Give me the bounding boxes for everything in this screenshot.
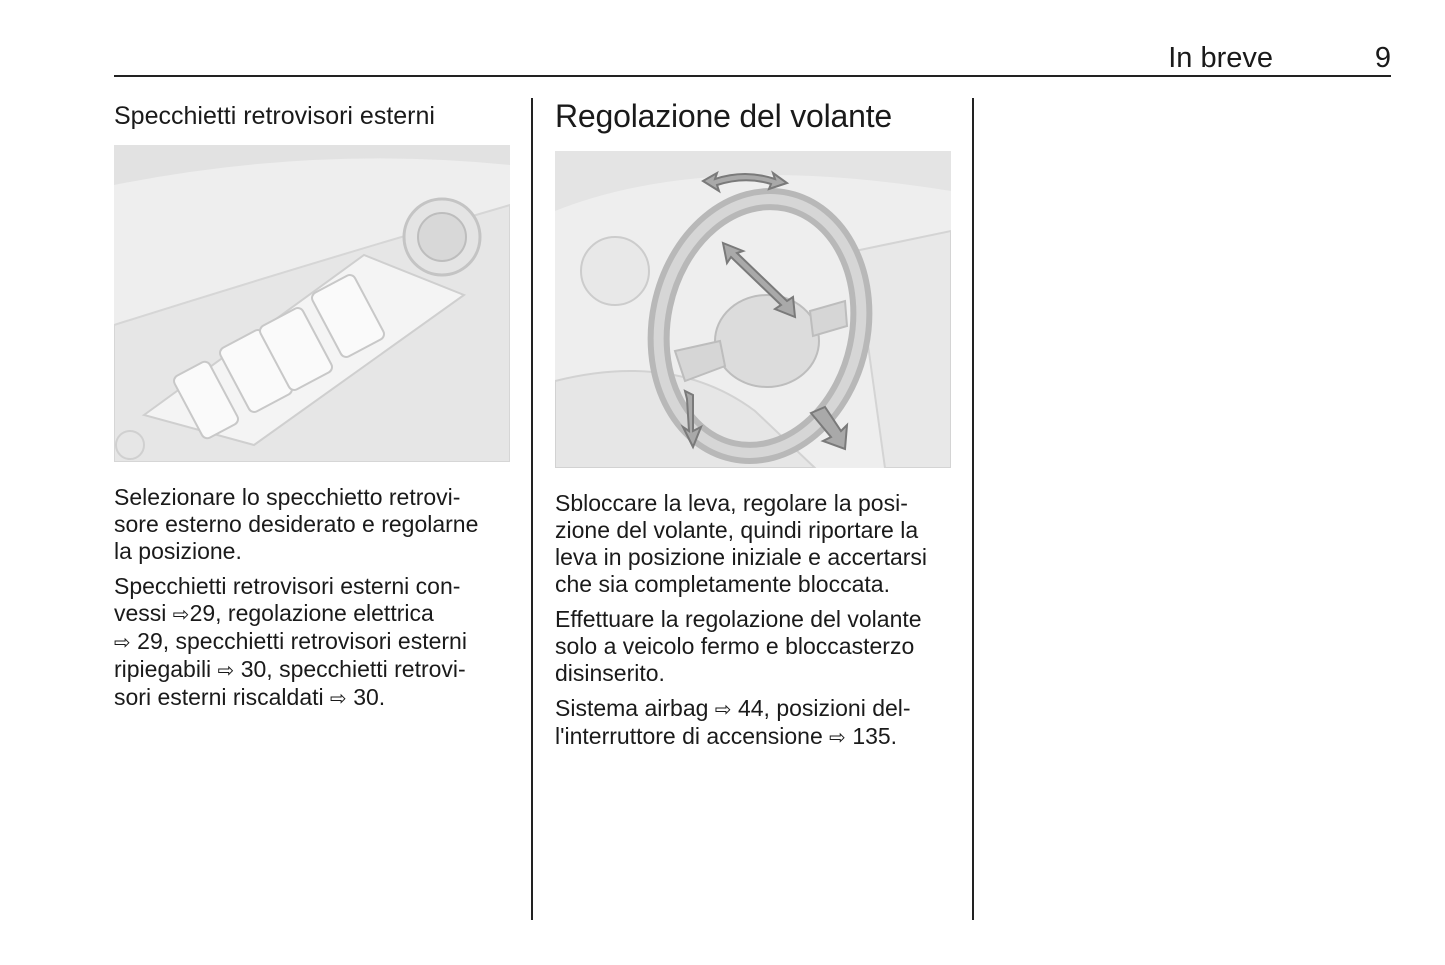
- cross-reference-arrow-icon[interactable]: ⇨: [114, 630, 131, 654]
- mirror-adjust-switch-illustration: [114, 145, 510, 462]
- paragraph: Effettuare la regolazione del volante solo a veicolo fermo e bloccasterzo disinserito.: [555, 606, 922, 686]
- cross-reference-arrow-icon[interactable]: ⇨: [330, 686, 347, 710]
- page-number: 9: [1374, 42, 1391, 74]
- column-divider: [972, 98, 974, 920]
- left-column: [114, 98, 510, 131]
- paragraph: Sistema airbag ⇨ 44, posizioni del- l'interruttore di accensione ⇨ 135.: [555, 695, 911, 749]
- left-body: [114, 484, 510, 720]
- paragraph: Sbloccare la leva, regolare la posi- zione del volante, quindi riportare la leva in posizione iniziale e accertarsi che sia completamente bloccata.: [555, 490, 928, 597]
- paragraph: Specchietti retrovisori esterni con- vessi ⇨29, regolazione elettrica ⇨ 29, specchietti retrovisori esterni ripiegabili ⇨ 30, specchietti retrovi- sori esterni riscaldati ⇨ 30.: [114, 573, 467, 710]
- cross-reference-arrow-icon[interactable]: ⇨: [217, 658, 235, 682]
- steering-wheel-adjust-illustration: [555, 151, 951, 468]
- section-heading: Regolazione del volante: [555, 98, 892, 134]
- column-divider: [531, 98, 533, 920]
- page-header: [114, 40, 1391, 76]
- right-column: [555, 98, 951, 135]
- cross-reference-arrow-icon[interactable]: ⇨: [829, 725, 846, 749]
- section-title: In breve: [1168, 42, 1273, 74]
- right-body: [555, 490, 951, 759]
- cross-reference-arrow-icon[interactable]: ⇨: [714, 697, 732, 721]
- paragraph: Selezionare lo specchietto retrovi- sore esterno desiderato e regolarne la posizione.: [114, 484, 479, 564]
- cross-reference-arrow-icon[interactable]: ⇨: [172, 602, 190, 626]
- header-rule: [114, 75, 1391, 77]
- section-heading: Specchietti retrovisori esterni: [114, 102, 435, 130]
